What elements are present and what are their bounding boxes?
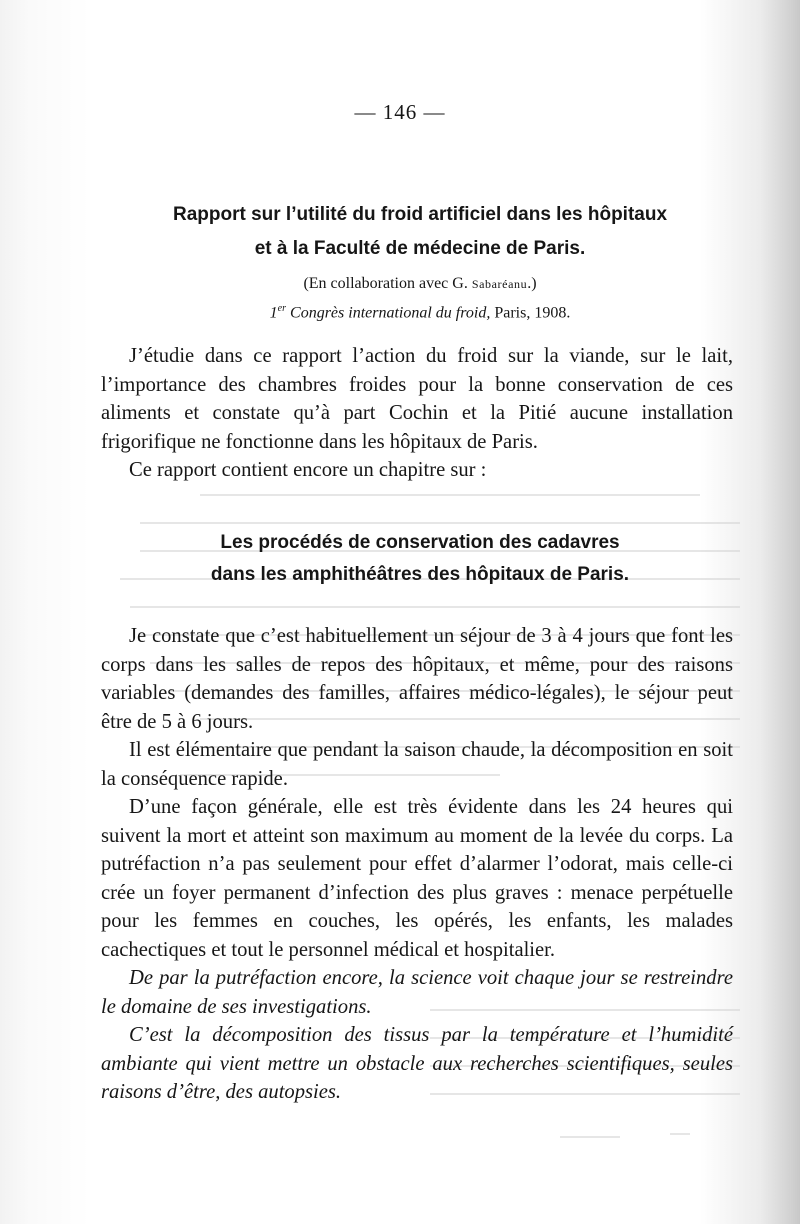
- report-title-line-2: et à la Faculté de médecine de Paris.: [254, 238, 586, 259]
- intro-text: [101, 342, 733, 485]
- chapter-title-line-2: dans les amphithéâtres des hôpitaux de Paris.: [210, 564, 630, 585]
- chapter-title-line-1: Les procédés de conservation des cadavres: [220, 532, 620, 553]
- paragraph: Je constate que c’est habituellement un séjour de 3 à 4 jours que font les corps dans les salles de repos des hôpitaux, et même, pour des raisons variables (demandes des familles, affaires médico-légales), le séjour peut être de 5 à 6 jours.: [101, 625, 733, 733]
- page-number: — 146 —: [354, 100, 446, 124]
- chapter-title: [100, 527, 740, 591]
- paragraph: D’une façon générale, elle est très évidente dans les 24 heures qui suivent la mort et atteint son maximum au moment de la levée du corps. La putréfaction n’a pas seulement pour effet d’alarmer l’odorat, mais celle-ci crée un foyer permanent d’infection des plus graves : menace perpétuelle pour les femmes en couches, les opérés, les enfants, les malades cachectiques et tout le personnel médical et hospitalier.: [101, 796, 733, 961]
- collaboration-note: [100, 271, 740, 297]
- report-title: [100, 198, 740, 266]
- congress-note: [100, 296, 740, 325]
- report-title-line-1: Rapport sur l’utilité du froid artificiel dans les hôpitaux: [172, 204, 668, 225]
- congress-place-date: Paris, 1908.: [494, 304, 571, 322]
- paragraph: J’étudie dans ce rapport l’action du froid sur la viande, sur le lait, l’importance des chambres froides pour la bonne conservation de ces aliments et constate qu’à part Cochin et la Pitié aucune installation frigorifique ne fonctionne dans les hôpitaux de Paris.: [101, 345, 733, 453]
- paragraph: Ce rapport contient encore un chapitre sur :: [129, 459, 487, 481]
- paragraph: Il est élémentaire que pendant la saison chaude, la décomposition en soit la conséquence rapide.: [101, 739, 733, 790]
- main-text: [101, 622, 733, 1107]
- congress-ordinal: 1: [269, 304, 278, 322]
- italic-paragraph: De par la putréfaction encore, la science voit chaque jour se restreindre le domaine de ses investigations.: [101, 967, 733, 1018]
- collaboration-open: (En collaboration avec G.: [303, 275, 468, 292]
- collaborator-name: Sabaréanu: [471, 277, 528, 291]
- congress-ordinal-suffix: er: [277, 303, 287, 314]
- italic-paragraph: C’est la décomposition des tissus par la température et l’humidité ambiante qui vient mettre un obstacle aux recherches scientifiques, seules raisons d’être, des autopsies.: [101, 1024, 733, 1103]
- congress-name: Congrès international du froid,: [290, 304, 491, 322]
- collaboration-close: .): [527, 275, 537, 292]
